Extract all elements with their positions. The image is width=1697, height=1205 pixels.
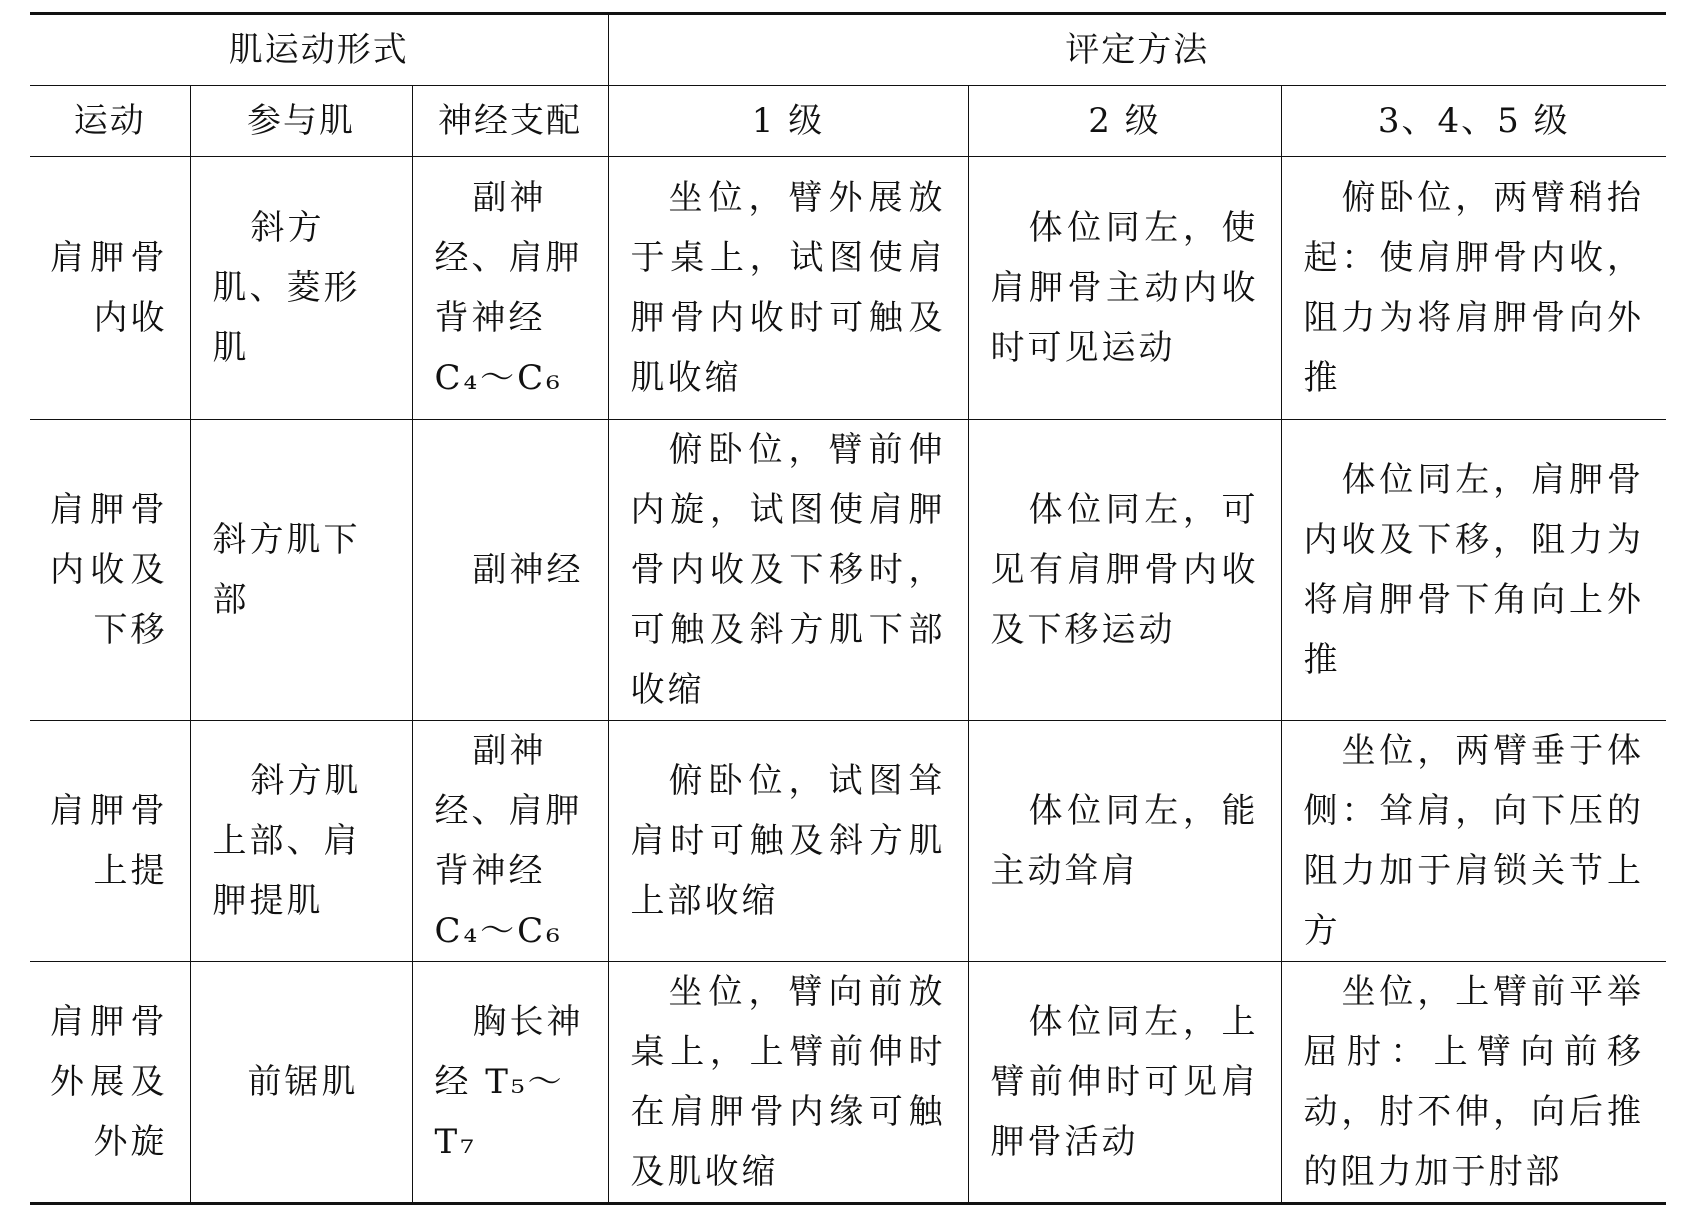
- cell-muscles: [190, 721, 412, 962]
- cell-grade1-text: 坐位，臂向前放桌上，上臂前伸时在肩胛骨内缘可触及肌收缩: [630, 972, 946, 1192]
- cell-grade1-text: 俯卧位，试图耸肩时可触及斜方肌上部收缩: [630, 761, 946, 921]
- cell-grade345-text: 坐位，上臂前平举屈肘：上臂向前移动，肘不伸，向后推的阻力加于肘部: [1303, 972, 1644, 1192]
- column-header-grade1: 1 级: [608, 86, 968, 157]
- header-column-row: [30, 86, 1666, 157]
- cell-grade1-text: 坐位，臂外展放于桌上，试图使肩胛骨内收时可触及肌收缩: [630, 178, 946, 398]
- cell-grade2: [968, 157, 1281, 420]
- cell-muscles-text: 斜方肌、菱形肌: [212, 208, 361, 368]
- cell-grade1: [608, 721, 968, 962]
- cell-nerve-text: 副神经、肩胛背神经 C₄～C₆: [434, 731, 583, 951]
- cell-grade2-text: 体位同左，使肩胛骨主动内收时可见运动: [990, 208, 1259, 368]
- table-row: [30, 157, 1666, 420]
- cell-grade2: [968, 721, 1281, 962]
- cell-grade345-text: 体位同左，肩胛骨内收及下移，阻力为将肩胛骨下角向上外推: [1303, 460, 1644, 680]
- cell-grade345: [1281, 157, 1666, 420]
- cell-movement: 肩胛骨外展及外旋: [30, 962, 190, 1204]
- cell-muscles-text: 斜方肌上部、肩胛提肌: [212, 761, 362, 921]
- cell-movement: 肩胛骨内收: [30, 157, 190, 420]
- cell-grade345: [1281, 962, 1666, 1204]
- cell-grade1: [608, 157, 968, 420]
- header-muscle-movement-form: 肌运动形式: [30, 14, 608, 86]
- muscle-assessment-table: [30, 12, 1666, 1205]
- cell-movement: 肩胛骨内收及下移: [30, 420, 190, 721]
- cell-grade345-text: 俯卧位，两臂稍抬起：使肩胛骨内收，阻力为将肩胛骨向外推: [1303, 178, 1644, 398]
- cell-movement: 肩胛骨上提: [30, 721, 190, 962]
- cell-muscles: [190, 420, 412, 721]
- header-group-row: [30, 14, 1666, 86]
- cell-muscles-text: 斜方肌下部: [212, 520, 361, 620]
- cell-grade2-text: 体位同左，可见有肩胛骨内收及下移运动: [990, 490, 1259, 650]
- cell-grade345: [1281, 420, 1666, 721]
- cell-grade2-text: 体位同左，上臂前伸时可见肩胛骨活动: [990, 1002, 1259, 1162]
- cell-nerve: [412, 157, 608, 420]
- cell-nerve: [412, 721, 608, 962]
- cell-nerve-text: 胸长神经 T₅～T₇: [434, 1002, 584, 1162]
- table-row: [30, 420, 1666, 721]
- cell-muscles: [190, 157, 412, 420]
- cell-grade345: [1281, 721, 1666, 962]
- cell-grade1: [608, 420, 968, 721]
- table-row: [30, 721, 1666, 962]
- column-header-muscles: 参与肌: [190, 86, 412, 157]
- cell-grade345-text: 坐位，两臂垂于体侧：耸肩，向下压的阻力加于肩锁关节上方: [1303, 731, 1644, 951]
- column-header-movement: 运动: [30, 86, 190, 157]
- cell-nerve-text: 副神经、肩胛背神经 C₄～C₆: [434, 178, 583, 398]
- cell-nerve: [412, 420, 608, 721]
- cell-grade2-text: 体位同左，能主动耸肩: [990, 791, 1259, 891]
- cell-nerve-text: 副神经: [472, 550, 584, 590]
- cell-grade1: [608, 962, 968, 1204]
- assessment-table-container: [30, 12, 1666, 1205]
- cell-grade1-text: 俯卧位，臂前伸内旋，试图使肩胛骨内收及下移时，可触及斜方肌下部收缩: [630, 430, 946, 710]
- cell-grade2: [968, 420, 1281, 721]
- column-header-nerve: 神经支配: [412, 86, 608, 157]
- column-header-grade345: 3、4、5 级: [1281, 86, 1666, 157]
- header-assessment-method: 评定方法: [608, 14, 1666, 86]
- cell-muscles: [190, 962, 412, 1204]
- cell-nerve: [412, 962, 608, 1204]
- table-row: [30, 962, 1666, 1204]
- column-header-grade2: 2 级: [968, 86, 1281, 157]
- cell-grade2: [968, 962, 1281, 1204]
- cell-muscles-text: 前锯肌: [247, 1062, 359, 1102]
